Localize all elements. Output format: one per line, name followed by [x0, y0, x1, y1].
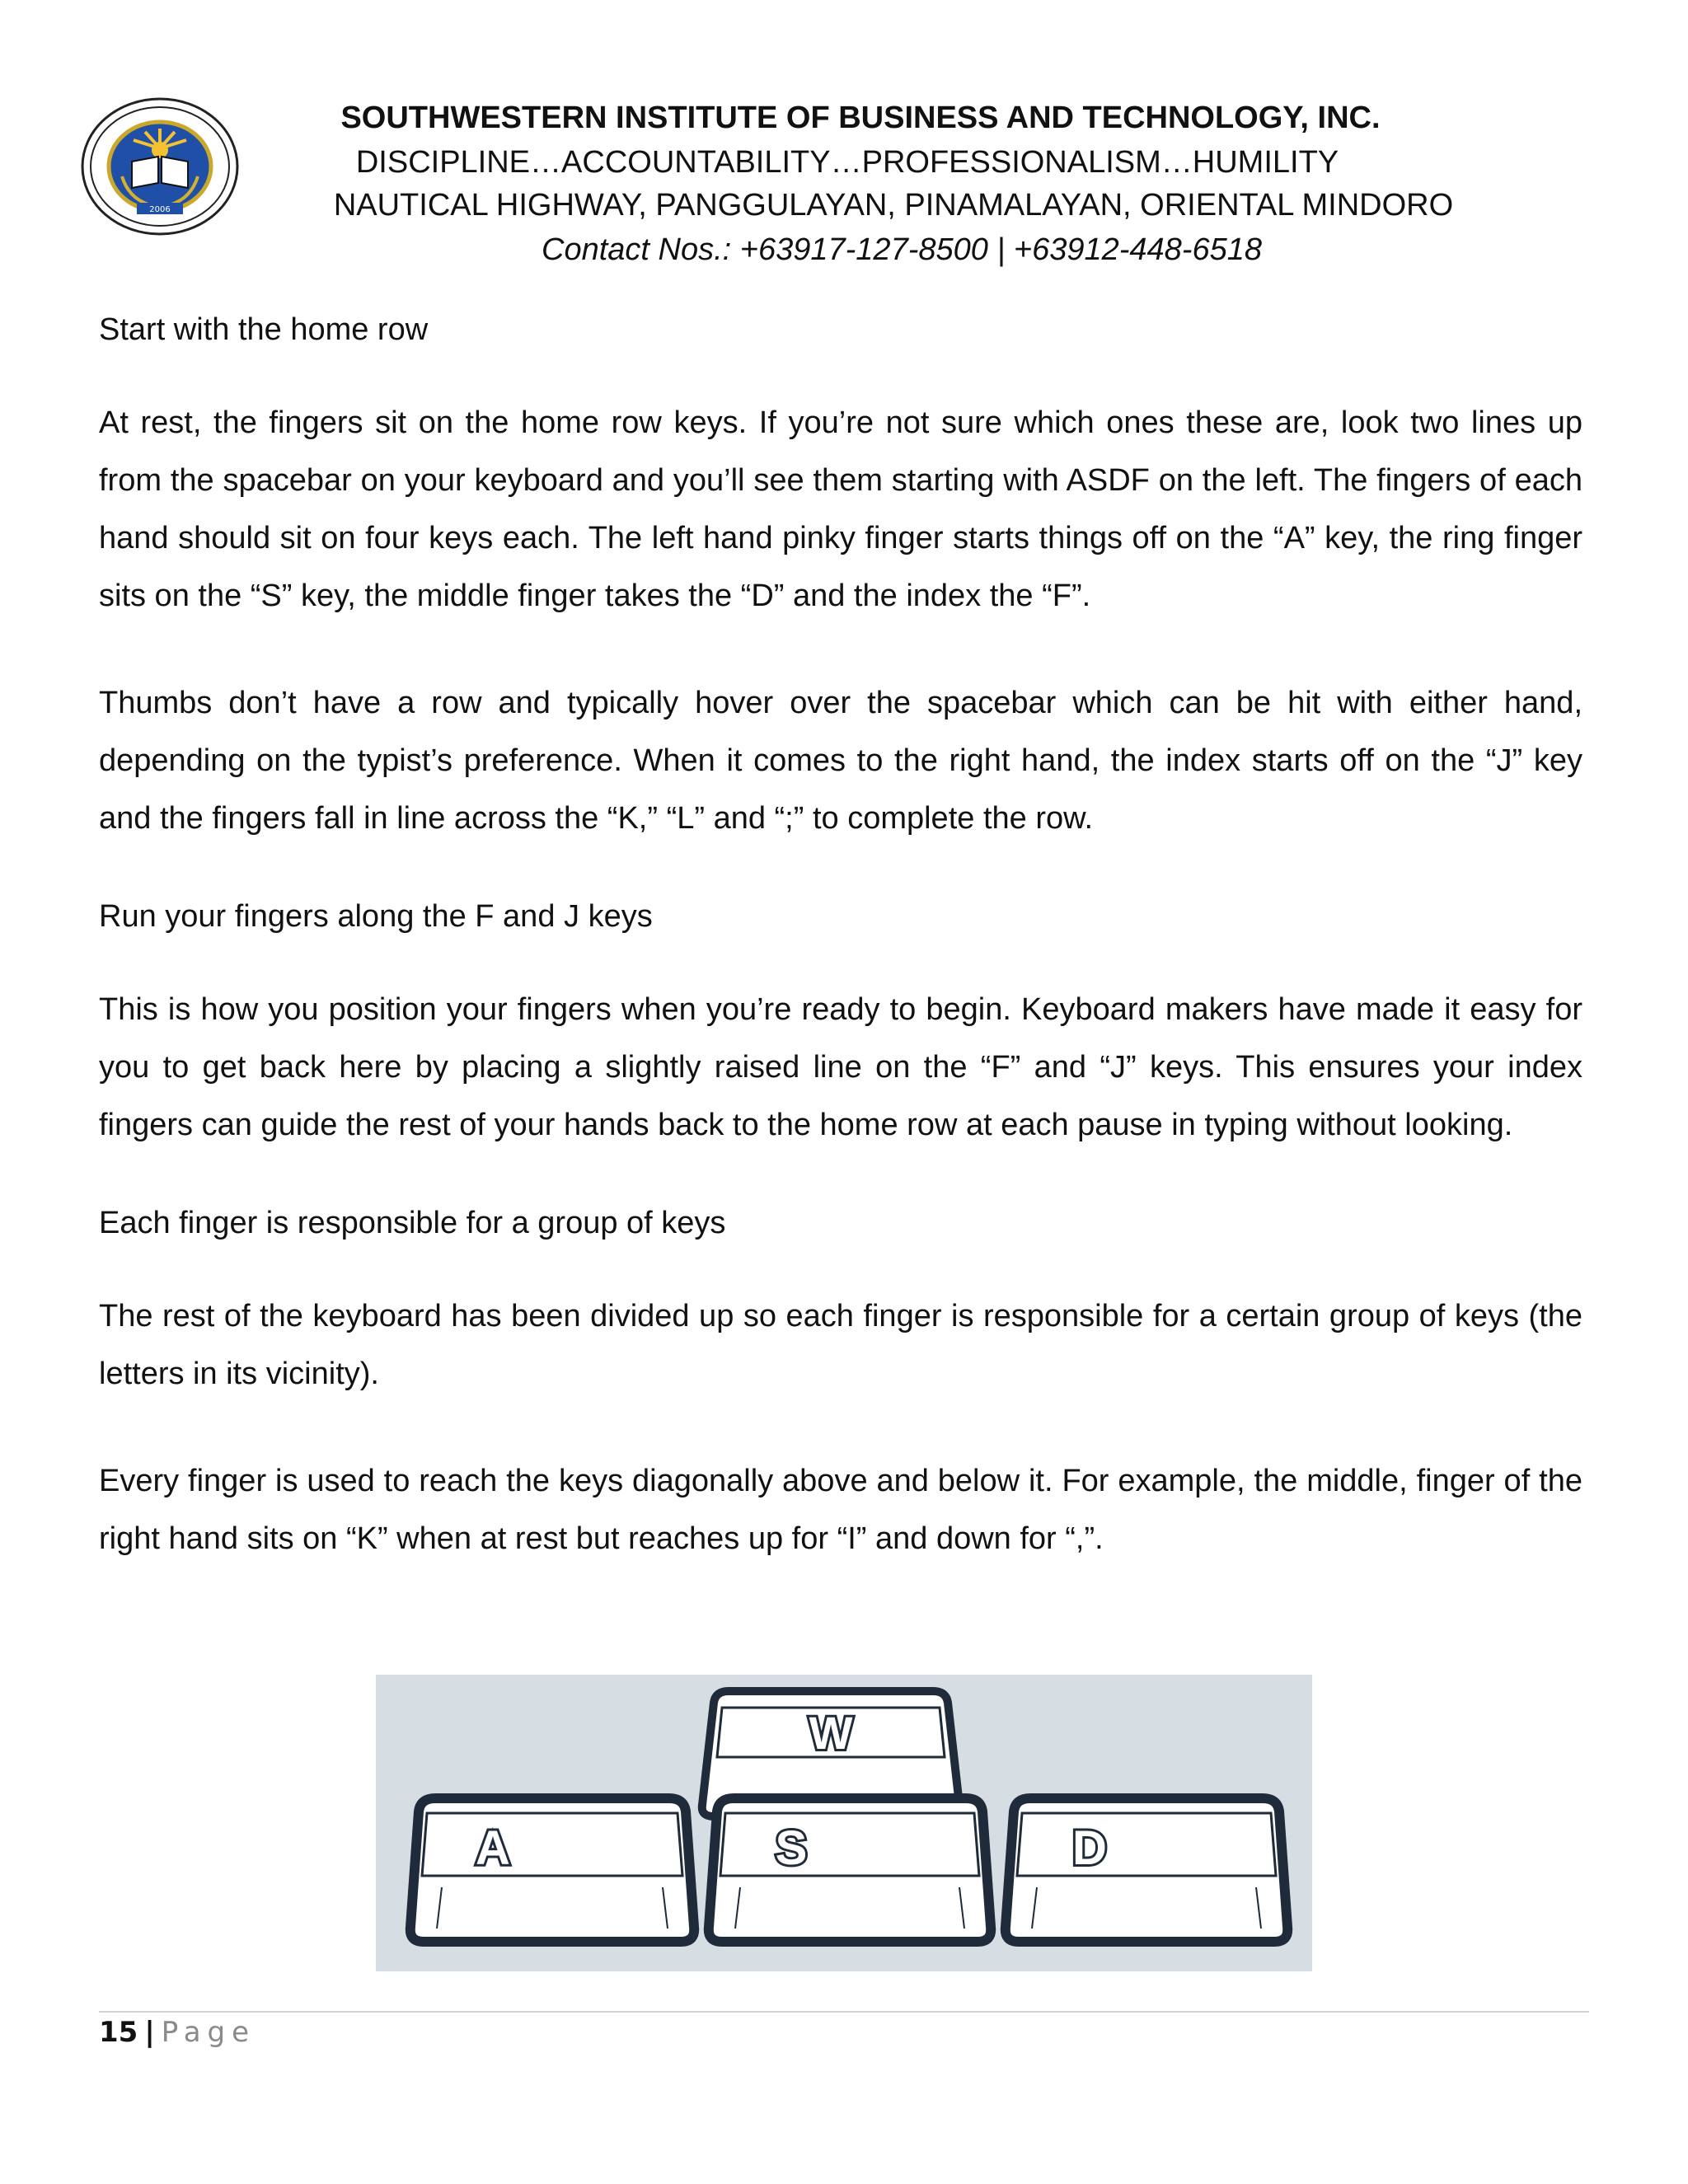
- contact-numbers: Contact Nos.: +63917-127-8500 | +63912-448-6518: [542, 232, 1262, 267]
- section-heading-f-j-keys: Run your fingers along the F and J keys: [99, 899, 653, 934]
- page-label: Page: [161, 2016, 256, 2049]
- section-heading-finger-groups: Each finger is responsible for a group of keys: [99, 1206, 726, 1240]
- footer-separator: |: [144, 2016, 155, 2049]
- wasd-keys-illustration: [376, 1675, 1312, 1971]
- page-number: 15: [99, 2016, 138, 2049]
- institution-motto: DISCIPLINE…ACCOUNTABILITY…PROFESSIONALISM…HUMILITY: [355, 145, 1339, 180]
- keycap-a-label: A: [476, 1821, 510, 1875]
- institution-address: NAUTICAL HIGHWAY, PANGGULAYAN, PINAMALAYAN, ORIENTAL MINDORO: [333, 188, 1454, 223]
- paragraph-diagonal-reach: Every finger is used to reach the keys diagonally above and below it. For example, the middle, finger of the right hand sits on “K” when at rest but reaches up for “I” and down for “,”.: [99, 1464, 1582, 1556]
- footer-divider: [99, 2011, 1589, 2013]
- keycap-a: [410, 1798, 694, 1942]
- document-body: [99, 305, 1582, 1617]
- keycap-s-label: S: [775, 1821, 808, 1875]
- paragraph-thumbs: Thumbs don’t have a row and typically hover over the spacebar which can be hit with either hand, depending on the typist’s preference. When it comes to the right hand, the index starts off on the “J” key and the fingers fall in line across the “K,” “L” and “;” to complete the row.: [99, 686, 1582, 836]
- keycap-w-label: W: [809, 1707, 853, 1759]
- page-footer: [99, 2016, 256, 2049]
- section-heading-home-row: Start with the home row: [99, 312, 429, 347]
- keycap-d-label: D: [1072, 1821, 1107, 1875]
- paragraph-position-fingers: This is how you position your fingers when you’re ready to begin. Keyboard makers have made it easy for you to get back here by placing a slightly raised line on the “F” and “J” keys. This ensures your index fingers can guide the rest of your hands back to the home row at each pause in typing without looking.: [99, 992, 1582, 1142]
- paragraph-keyboard-divided: The rest of the keyboard has been divided up so each finger is responsible for a certain group of keys (the letters in its vicinity).: [99, 1299, 1582, 1391]
- institution-name: SOUTHWESTERN INSTITUTE OF BUSINESS AND TECHNOLOGY, INC.: [340, 101, 1381, 135]
- keycap-s: [709, 1798, 991, 1942]
- logo-year: 2006: [149, 205, 171, 214]
- paragraph-home-row-keys: At rest, the fingers sit on the home row keys. If you’re not sure which ones these are, look two lines up from the spacebar on your keyboard and you’ll see them starting with ASDF on the left. The fingers of each hand should sit on four keys each. The left hand pinky finger starts things off on the “A” key, the ring finger sits on the “S” key, the middle finger takes the “D” and the index the “F”.: [99, 405, 1582, 613]
- keycap-d: [1006, 1798, 1287, 1942]
